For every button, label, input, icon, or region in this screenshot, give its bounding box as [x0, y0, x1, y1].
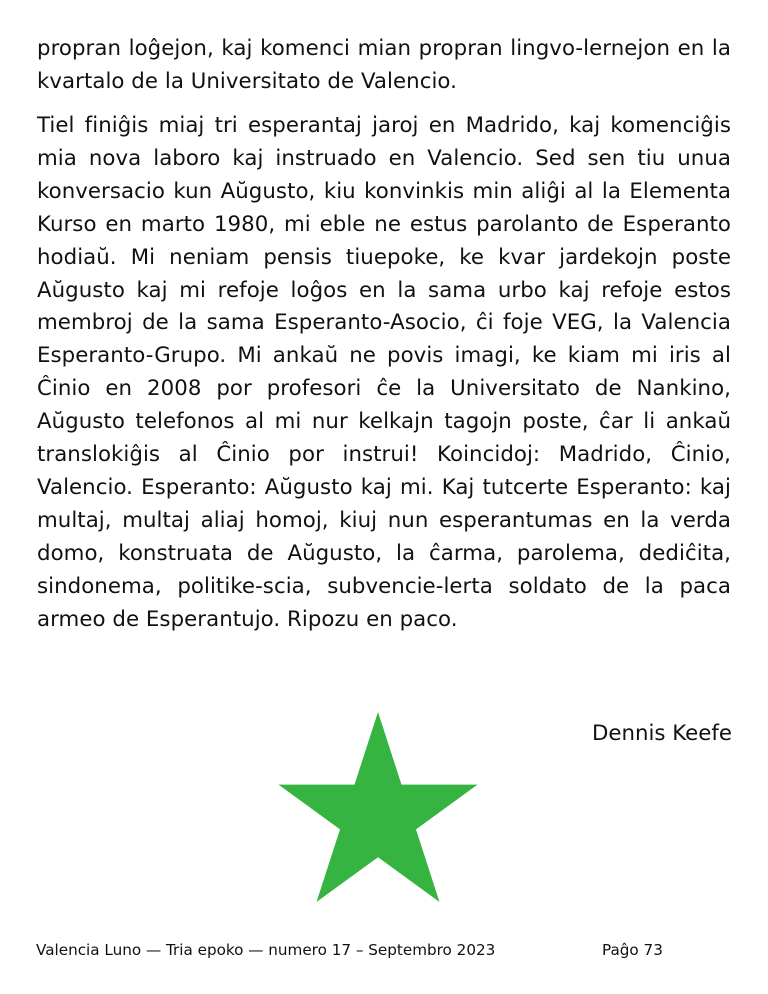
footer-page-number: Paĝo 73	[602, 941, 663, 959]
author-signature: Dennis Keefe	[592, 721, 732, 746]
article-paragraph-2: Tiel finiĝis miaj tri esperantaj jaroj en Madrido, kaj komenciĝis mia nova laboro kaj instruado en Valencio. Sed sen tiu unua konversacio kun Aŭgusto, kiu konvinkis min aliĝi al la Elementa Kurso en marto 1980, mi eble ne estus parolanto de Esperanto hodiaŭ. Mi neniam pensis tiuepoke, ke kvar jardekojn poste Aŭgusto kaj mi refoje loĝos en la sama urbo kaj refoje estos membroj de la sama Esperanto-Asocio, ĉi foje VEG, la Valencia Esperanto-Grupo. Mi ankaŭ ne povis imagi, ke kiam mi iris al Ĉinio en 2008 por profesori ĉe la Universitato de Nankino, Aŭgusto telefonos al mi nur kelkajn tagojn poste, ĉar li ankaŭ translokiĝis al Ĉinio por instrui! Koincidoj: Madrido, Ĉinio, Valencio. Esperanto: Aŭgusto kaj mi. Kaj tutcerte Esperanto: kaj multaj, multaj aliaj homoj, kiuj nun esperantumas en la verda domo, konstruata de Aŭgusto, la ĉarma, parolema, dediĉita, sindonema, politike-scia, subvencie-lerta soldato de la paca armeo de Esperantujo. Ripozu en paco.	[37, 113, 731, 632]
article-paragraph-1: propran loĝejon, kaj komenci mian propran lingvo-lernejon en la kvartalo de la Universitato de Valencio.	[37, 36, 731, 94]
footer-publication: Valencia Luno — Tria epoko — numero 17 – Septembro 2023	[36, 941, 496, 959]
green-star-icon	[278, 710, 478, 910]
